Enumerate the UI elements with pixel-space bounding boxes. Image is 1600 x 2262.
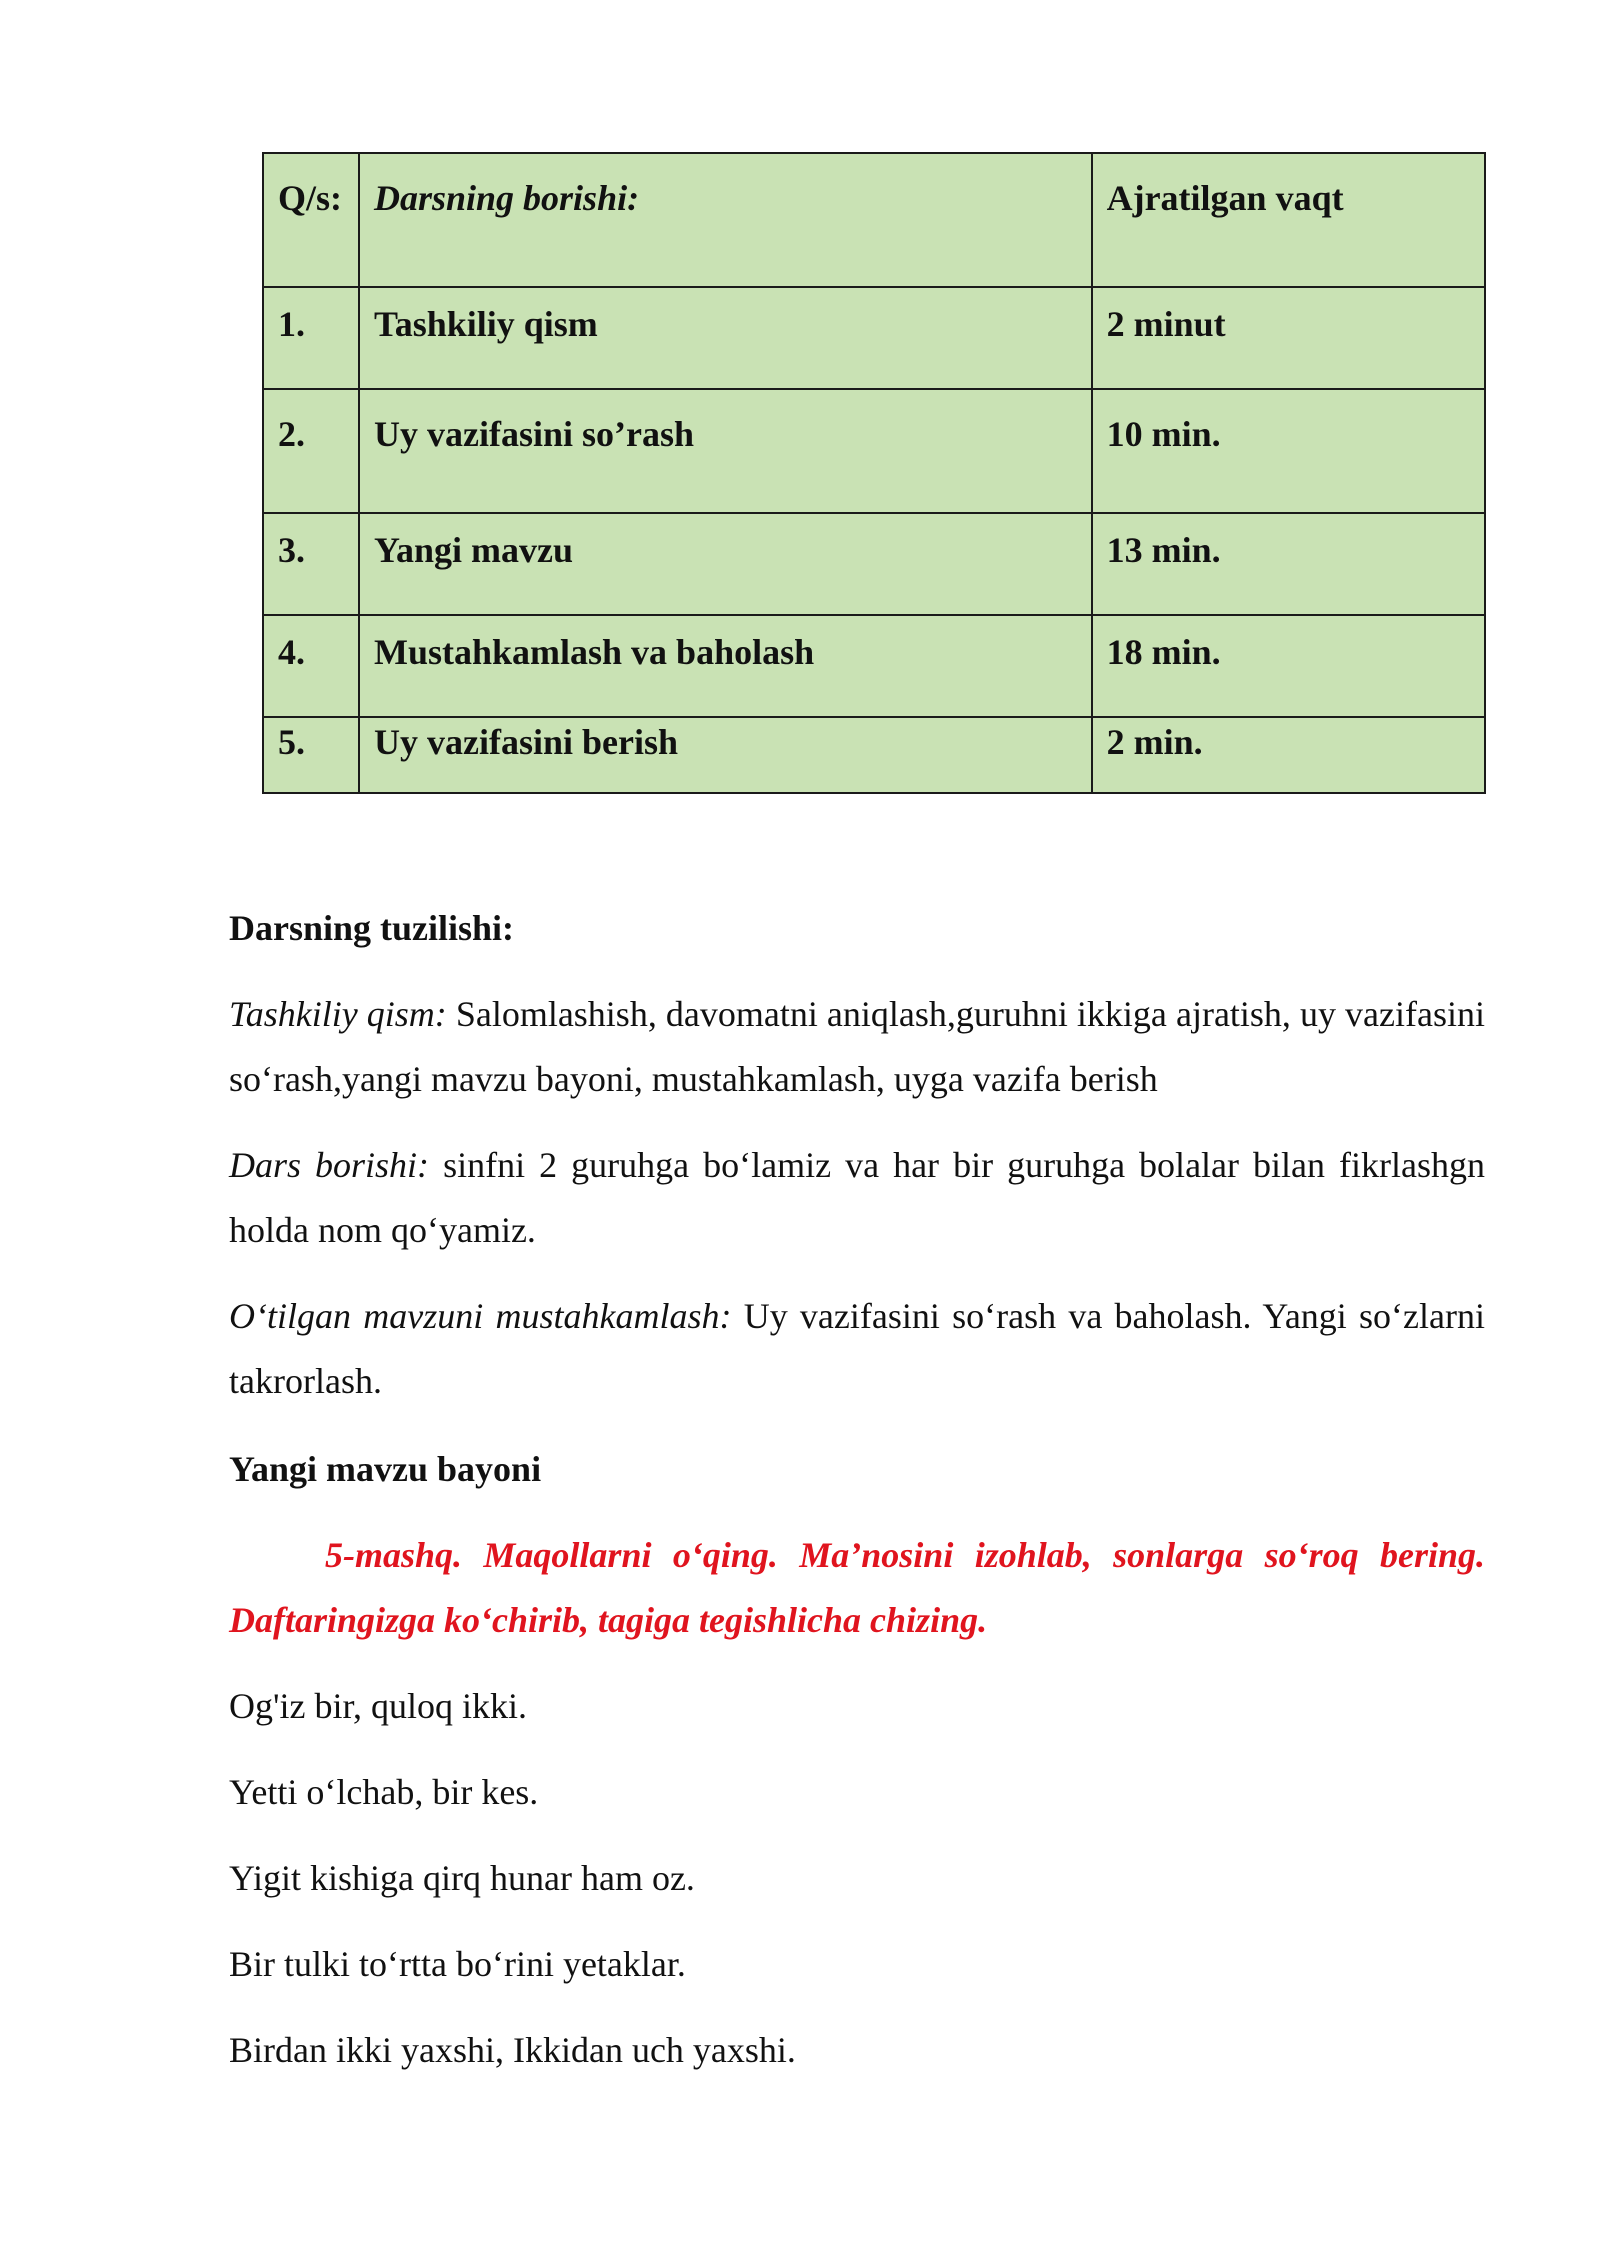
row-number-cell: 1. bbox=[263, 287, 359, 389]
proverb-line: Og'iz bir, quloq ikki. bbox=[229, 1686, 528, 1726]
table-row bbox=[263, 615, 1485, 717]
reinforcement-label: O‘tilgan mavzuni mustahkamlash: bbox=[229, 1296, 732, 1336]
proverb-line: Birdan ikki yaxshi, Ikkidan uch yaxshi. bbox=[229, 2030, 796, 2070]
organizational-text: Salomlashish, davomatni aniqlash,guruhni ikkiga ajratish, uy vazifasini so‘rash,yangi mavzu bayoni, mustahkamlash, uyga vazifa berish bbox=[229, 994, 1485, 1099]
lesson-course-paragraph bbox=[229, 1133, 1485, 1263]
proverb-line: Yetti o‘lchab, bir kes. bbox=[229, 1772, 539, 1812]
lesson-course-label: Dars borishi: bbox=[229, 1145, 430, 1185]
exercise-instruction: 5-mashq. Maqollarni o‘qing. Ma’nosini izohlab, sonlarga so‘roq bering. Daftaringizga ko‘chirib, tagiga tegishlicha chizing. bbox=[229, 1535, 1485, 1640]
row-stage-cell: Uy vazifasini berish bbox=[359, 717, 1092, 793]
organizational-label: Tashkiliy qism: bbox=[229, 994, 447, 1034]
lesson-course-text: sinfni 2 guruhga bo‘lamiz va har bir guruhga bolalar bilan fikrlashgn holda nom qo‘yamiz. bbox=[229, 1145, 1485, 1250]
table-row bbox=[263, 287, 1485, 389]
row-time-cell: 13 min. bbox=[1092, 513, 1485, 615]
row-stage-cell: Uy vazifasini so’rash bbox=[359, 389, 1092, 513]
table-row bbox=[263, 717, 1485, 793]
row-stage-cell: Yangi mavzu bbox=[359, 513, 1092, 615]
row-time-cell: 10 min. bbox=[1092, 389, 1485, 513]
new-topic-heading: Yangi mavzu bayoni bbox=[229, 1449, 542, 1489]
proverb-line: Bir tulki to‘rtta bo‘rini yetaklar. bbox=[229, 1944, 686, 1984]
reinforcement-paragraph bbox=[229, 1284, 1485, 1414]
reinforcement-text: Uy vazifasini so‘rash va baholash. Yangi so‘zlarni takrorlash. bbox=[229, 1296, 1485, 1401]
row-number-cell: 4. bbox=[263, 615, 359, 717]
row-number-cell: 5. bbox=[263, 717, 359, 793]
organizational-paragraph bbox=[229, 982, 1485, 1112]
row-number-cell: 2. bbox=[263, 389, 359, 513]
header-course-cell: Darsning borishi: bbox=[359, 153, 1092, 287]
table-row bbox=[263, 389, 1485, 513]
row-number-cell: 3. bbox=[263, 513, 359, 615]
table-row bbox=[263, 513, 1485, 615]
row-time-cell: 18 min. bbox=[1092, 615, 1485, 717]
row-time-cell: 2 min. bbox=[1092, 717, 1485, 793]
row-time-cell: 2 minut bbox=[1092, 287, 1485, 389]
header-time-cell: Ajratilgan vaqt bbox=[1092, 153, 1485, 287]
lesson-plan-table bbox=[262, 152, 1486, 794]
row-stage-cell: Mustahkamlash va baholash bbox=[359, 615, 1092, 717]
row-stage-cell: Tashkiliy qism bbox=[359, 287, 1092, 389]
structure-heading: Darsning tuzilishi: bbox=[229, 908, 515, 948]
table-header-row bbox=[263, 153, 1485, 287]
header-number-cell: Q/s: bbox=[263, 153, 359, 287]
proverb-line: Yigit kishiga qirq hunar ham oz. bbox=[229, 1858, 695, 1898]
